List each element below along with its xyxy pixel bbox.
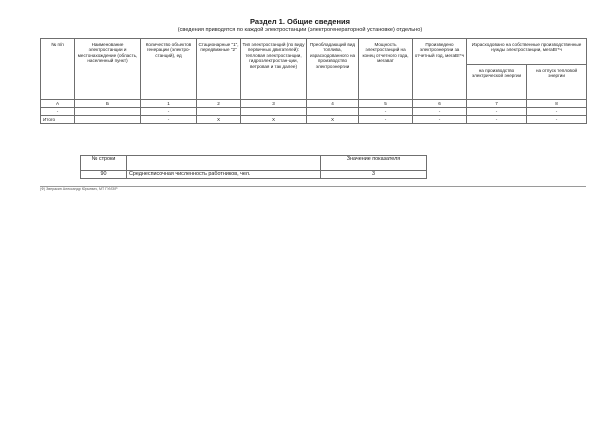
column-numbers-row — [41, 100, 587, 108]
column-number: 5 — [359, 100, 413, 108]
table-cell: - — [141, 108, 197, 116]
table-cell — [197, 108, 241, 116]
header-fuel-type: Преобладающий вид топлива, израсходованного на производство электроэнергии — [307, 39, 359, 100]
column-number: 6 — [413, 100, 467, 108]
table-cell — [307, 108, 359, 116]
header-capacity: Мощность электростанций на конец отчетного года, мегават — [359, 39, 413, 100]
table-cell: - — [141, 116, 197, 124]
header-value: Значение показателя — [321, 156, 427, 171]
employees-table — [80, 155, 427, 179]
table-cell: - — [467, 116, 527, 124]
header-stationary: Стационарные "1", передвижные "2" — [197, 39, 241, 100]
table-cell — [241, 108, 307, 116]
table-cell: - — [527, 116, 587, 124]
table-row — [41, 108, 587, 116]
table-cell: Х — [241, 116, 307, 124]
row-value: 3 — [321, 171, 427, 179]
header-num: № п/п — [41, 39, 75, 100]
table-row — [81, 171, 427, 179]
table-cell: Х — [197, 116, 241, 124]
column-number: 2 — [197, 100, 241, 108]
table-cell — [75, 116, 141, 124]
column-number: 3 — [241, 100, 307, 108]
table-cell: - — [359, 108, 413, 116]
table-cell: - — [413, 116, 467, 124]
table-cell: - — [413, 108, 467, 116]
header-station-name: Наименование электростанции и местонахождение (область, населенный пункт) — [75, 39, 141, 100]
row-number: 90 — [81, 171, 127, 179]
column-number: Б — [75, 100, 141, 108]
header-own-needs-heat: на отпуск тепловой энергии — [527, 65, 587, 100]
row-description: Среднесписочная численность работников, чел. — [127, 171, 321, 179]
totals-row — [41, 116, 587, 124]
header-produced: Произведено электроэнергии за отчетный год, мегаВт*ч — [413, 39, 467, 100]
section-title: Раздел 1. Общие сведения — [250, 17, 350, 26]
column-number: 4 — [307, 100, 359, 108]
column-number: 7 — [467, 100, 527, 108]
section-subtitle: (сведения приводятся по каждой электростанции (электрогенераторной установке) отдельно) — [177, 27, 423, 33]
header-description — [127, 156, 321, 171]
column-number: А — [41, 100, 75, 108]
header-own-needs: Израсходовано на собственные производственные нужды электростанции, мегаВт*ч — [467, 39, 587, 65]
table-cell: - — [359, 116, 413, 124]
header-own-needs-electric: на производство электрической энергии — [467, 65, 527, 100]
footer-signature: (Ф) Зверакин Александр Юрьевич, МТ ГУИЗ/Р — [40, 187, 118, 191]
table-cell — [75, 108, 141, 116]
table-cell: - — [527, 108, 587, 116]
totals-label: Итого — [41, 116, 75, 124]
table-cell: - — [41, 108, 75, 116]
column-number: 1 — [141, 100, 197, 108]
header-station-type: Тип электростанций (по виду первичных двигателей): тепловая электростанции, гидроэлектростан-ции, ветровая и так далее) — [241, 39, 307, 100]
general-info-table — [40, 38, 587, 124]
header-row-number: № строки — [81, 156, 127, 171]
table-cell: Х — [307, 116, 359, 124]
footer-divider — [40, 186, 586, 187]
table-cell: - — [467, 108, 527, 116]
column-number: 8 — [527, 100, 587, 108]
header-object-count: Количество объектов генерации (электро-станций), ед — [141, 39, 197, 100]
